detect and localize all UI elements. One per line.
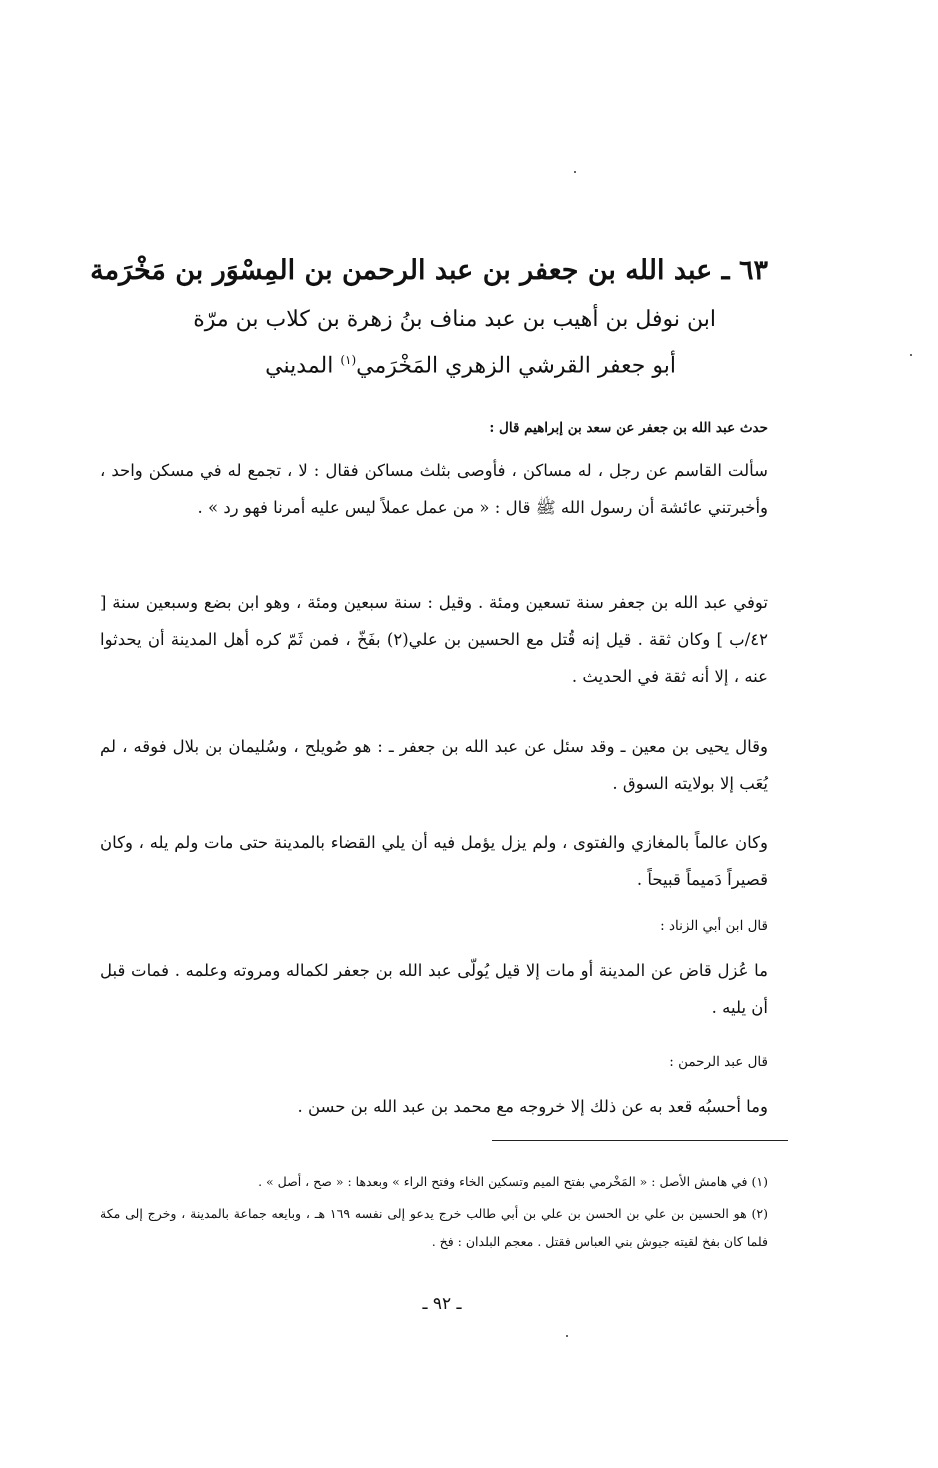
entry-nisba-text-end: المديني [265,353,341,379]
quote-label: قال عبد الرحمن : [669,1054,768,1070]
entry-nisba [265,353,676,378]
footnote-separator [492,1140,788,1141]
page-number: ـ ٩٢ ـ [422,1294,462,1314]
footnote: (١) في هامش الأصل : « المَخْرمي بفتح الميم وتسكين الخاء وفتح الراء » وبعدها : « صح ، أصل » . [258,1174,768,1189]
isnad-line: حدث عبد الله بن جعفر عن سعد بن إبراهيم قال : [489,420,768,436]
paragraph-quote: ما عُزل قاض عن المدينة أو مات إلا قيل يُولّى عبد الله بن جعفر لكماله ومروته وعلمه . فمات قبل أن يليه . [100,961,768,1017]
quote-label: قال ابن أبي الزناد : [660,918,768,934]
scan-speck [574,171,576,173]
entry-nisba-text: أبو جعفر القرشي الزهري المَخْرَمي [356,353,676,379]
paragraph-comment: وما أحسبُه قعد به عن ذلك إلا خروجه مع محمد بن عبد الله بن حسن . [297,1097,768,1116]
paragraph-ibn-maein: وقال يحيى بن معين ـ وقد سئل عن عبد الله بن جعفر ـ : هو صُويلح ، وسُليمان بن بلال فوقه ، لم يُعَب إلا بولايته السوق . [100,737,768,793]
footnote-marker: (١) [340,353,357,367]
entry-title: ٦٣ ـ عبد الله بن جعفر بن عبد الرحمن بن المِسْوَر بن مَخْرَمة [90,255,768,286]
paragraph-death: توفي عبد الله بن جعفر سنة تسعين ومئة . وقيل : سنة سبعين ومئة ، وهو ابن بضع وسبعين سنة [ ٤٢/ب ] وكان ثقة . قيل إنه قُتل مع الحسين بن علي(٢) بفَخّ ، فمن ثَمّ كره أهل المدينة أن يحدثوا عنه ، إلا أنه ثقة في الحديث . [100,593,768,686]
scan-speck [566,1335,568,1337]
paragraph-knowledge: وكان عالماً بالمغازي والفتوى ، ولم يزل يؤمل فيه أن يلي القضاء بالمدينة حتى مات ولم يله ، وكان قصيراً دَميماً قبيحاً . [100,833,768,889]
paragraph-hadith: سألت القاسم عن رجل ، له مساكن ، فأوصى بثلث مساكن فقال : لا ، تجمع له في مسكن واحد ، وأخبرتني عائشة أن رسول الله ﷺ قال : « من عمل عملاً ليس عليه أمرنا فهو رد » . [100,461,768,517]
footnote: (٢) هو الحسين بن علي بن الحسن بن علي بن أبي طالب خرج يدعو إلى نفسه ١٦٩ هـ ، وبايعه جماعة بالمدينة ، وخرج إلى مكة فلما كان بفخ لقيته جيوش بني العباس فقتل . معجم البلدان : فخ . [100,1206,769,1249]
entry-lineage: ابن نوفل بن أهيب بن عبد مناف بنُ زهرة بن كلاب بن مرّة [193,307,716,332]
scan-speck [910,354,912,356]
